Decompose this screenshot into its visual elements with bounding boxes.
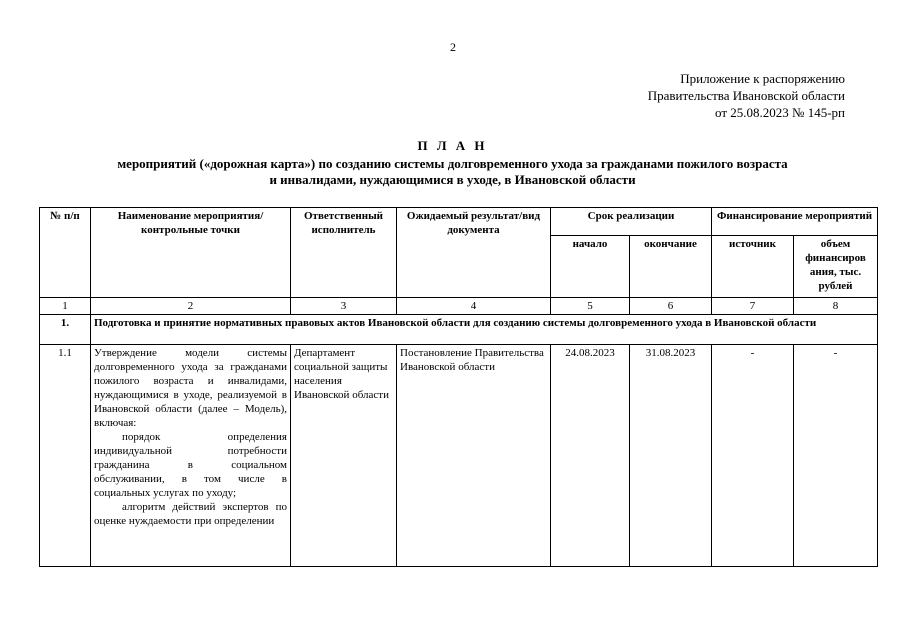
plan-title: П Л А Н (417, 138, 488, 153)
appendix-line-3: от 25.08.2023 № 145-рп (715, 105, 845, 120)
appendix-header (648, 70, 845, 121)
header-amount: объем финансиров ания, тыс. рублей (794, 236, 878, 298)
column-number: 1 (40, 298, 91, 315)
column-number: 8 (794, 298, 878, 315)
header-source: источник (712, 236, 794, 298)
plan-table (39, 207, 878, 567)
row-result: Постановление Правительства Ивановской области (397, 345, 551, 567)
row-name-item-2: алгоритм действий экспертов по оценке нуждаемости при определении (94, 501, 287, 527)
header-period: Срок реализации (551, 208, 712, 236)
row-responsible: Департамент социальной защиты населения Ивановской области (291, 345, 397, 567)
column-number: 7 (712, 298, 794, 315)
header-responsible: Ответственный исполнитель (291, 208, 397, 298)
row-amount: - (794, 345, 878, 567)
appendix-line-1: Приложение к распоряжению (680, 71, 845, 86)
column-number: 4 (397, 298, 551, 315)
row-start-date: 24.08.2023 (551, 345, 630, 567)
header-financing: Финансирование мероприятий (712, 208, 878, 236)
column-number: 5 (551, 298, 630, 315)
column-number: 2 (91, 298, 291, 315)
column-number: 6 (630, 298, 712, 315)
row-name-item-1: порядок определения индивидуальной потребности гражданина в социальном обслуживании, в том числе в социальных услугах по уходу; (94, 431, 287, 499)
row-num: 1.1 (40, 345, 91, 567)
header-num: № п/п (40, 208, 91, 298)
column-number: 3 (291, 298, 397, 315)
row-source: - (712, 345, 794, 567)
plan-subtitle-line-1: мероприятий («дорожная карта») по созданию системы долговременного ухода за гражданами пожилого возраста (117, 156, 788, 171)
row-name (91, 345, 291, 567)
row-name-intro: Утверждение модели системы долговременного ухода за гражданами пожилого возраста и инвалидами, нуждающимися в уходе, реализуемой в Ивановской области (далее – Модель), включая: (94, 347, 287, 429)
header-end: окончание (630, 236, 712, 298)
header-start: начало (551, 236, 630, 298)
appendix-line-2: Правительства Ивановской области (647, 88, 845, 103)
header-result: Ожидаемый результат/вид документа (397, 208, 551, 298)
section-title: Подготовка и принятие нормативных правовых актов Ивановской области для созданию системы долговременного ухода в Ивановской области (91, 315, 878, 345)
page-number: 2 (450, 40, 456, 54)
header-name: Наименование мероприятия/ контрольные точки (91, 208, 291, 298)
plan-subtitle (40, 156, 865, 188)
row-end-date: 31.08.2023 (630, 345, 712, 567)
section-num: 1. (40, 315, 91, 345)
plan-subtitle-line-2: и инвалидами, нуждающимися в уходе, в Ивановской области (269, 172, 636, 187)
